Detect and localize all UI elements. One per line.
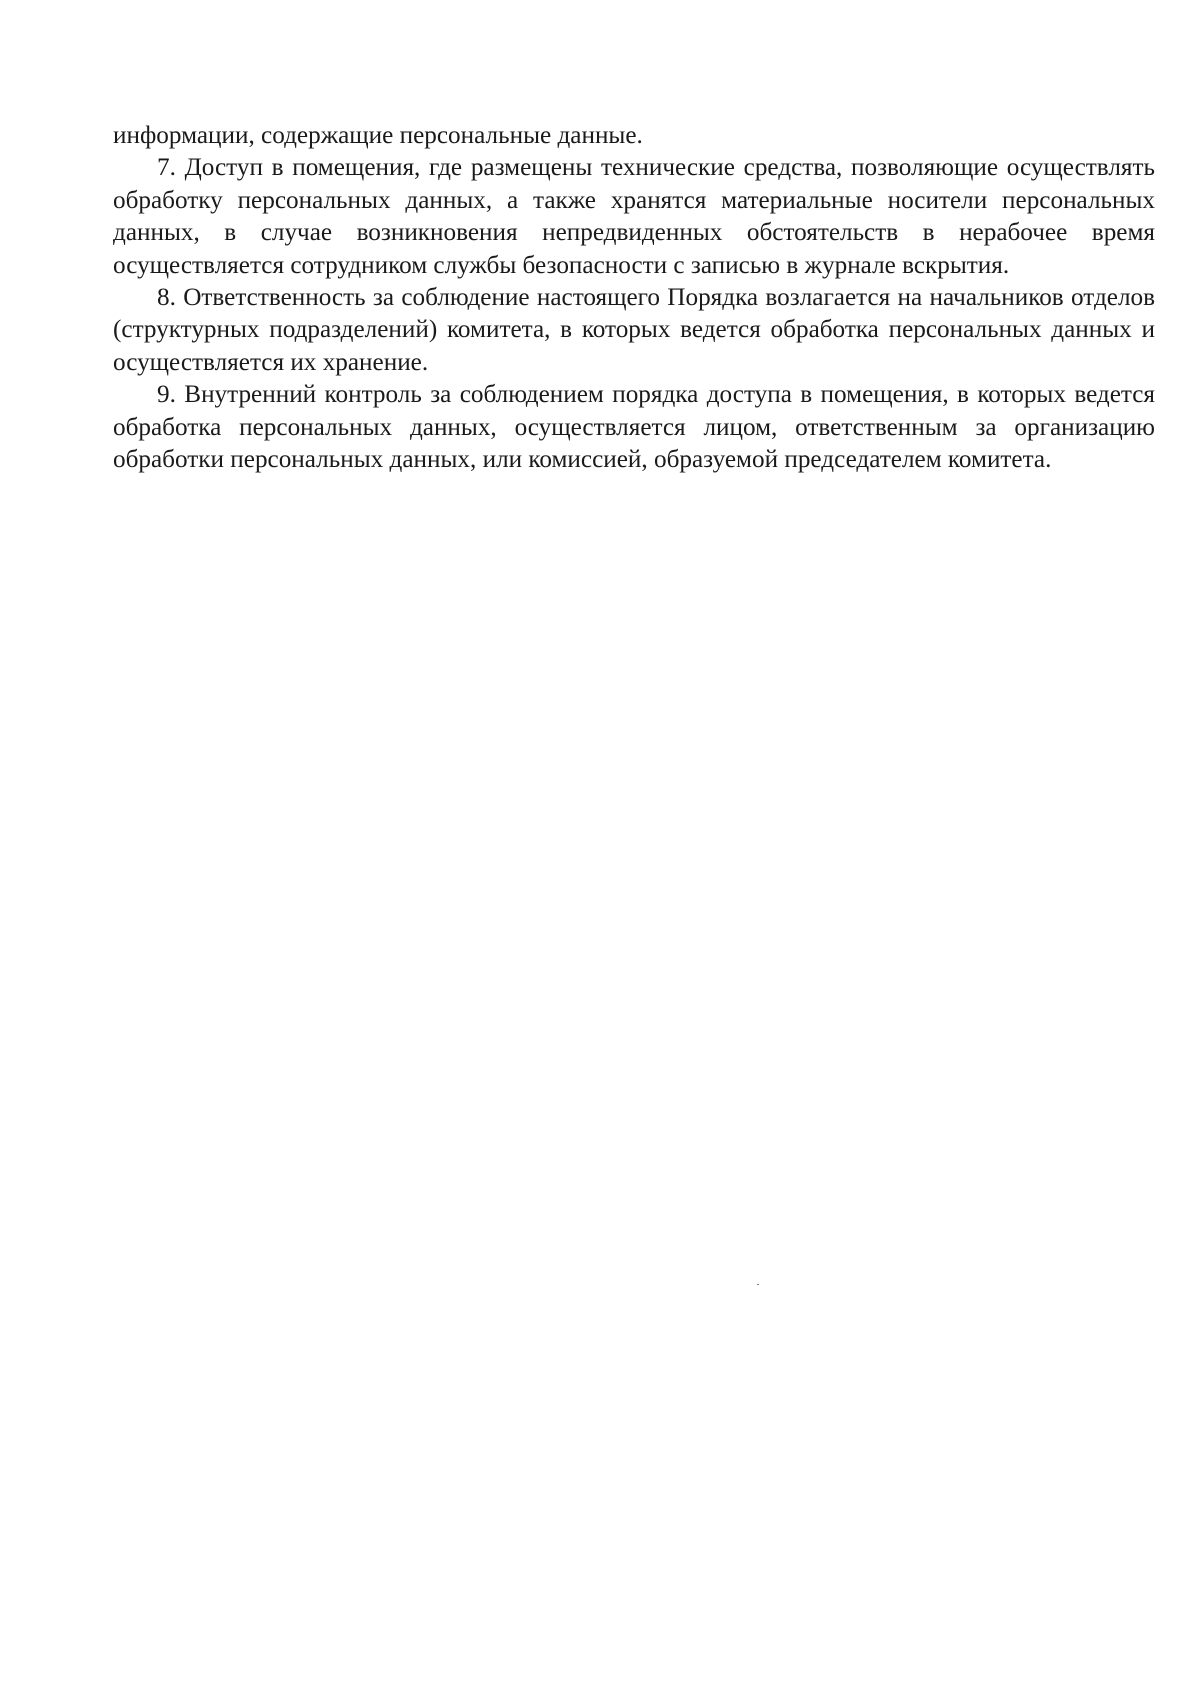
paragraph-item-8: 8. Ответственность за соблюдение настоящего Порядка возлагается на начальников отделов (структурных подразделений) комитета, в которых ведется обработка персональных данных и осуществляется их хранение. (113, 284, 1155, 376)
paragraph-item-7: 7. Доступ в помещения, где размещены технические средства, позволяющие осуществлять обработку персональных данных, а также хранятся материальные носители персональных данных, в случае возникновения непредвиденных обстоятельств в нерабочее время осуществляется сотрудником службы безопасности с записью в журнале вскрытия. (113, 154, 1155, 279)
document-body (113, 120, 1155, 476)
scan-speck (757, 1284, 759, 1285)
paragraph-item-9: 9. Внутренний контроль за соблюдением порядка доступа в помещения, в которых ведется обработка персональных данных, осуществляется лицом, ответственным за организацию обработки персональных данных, или комиссией, образуемой председателем комитета. (113, 381, 1155, 474)
paragraph-continuation: информации, содержащие персональные данные. (113, 122, 643, 149)
